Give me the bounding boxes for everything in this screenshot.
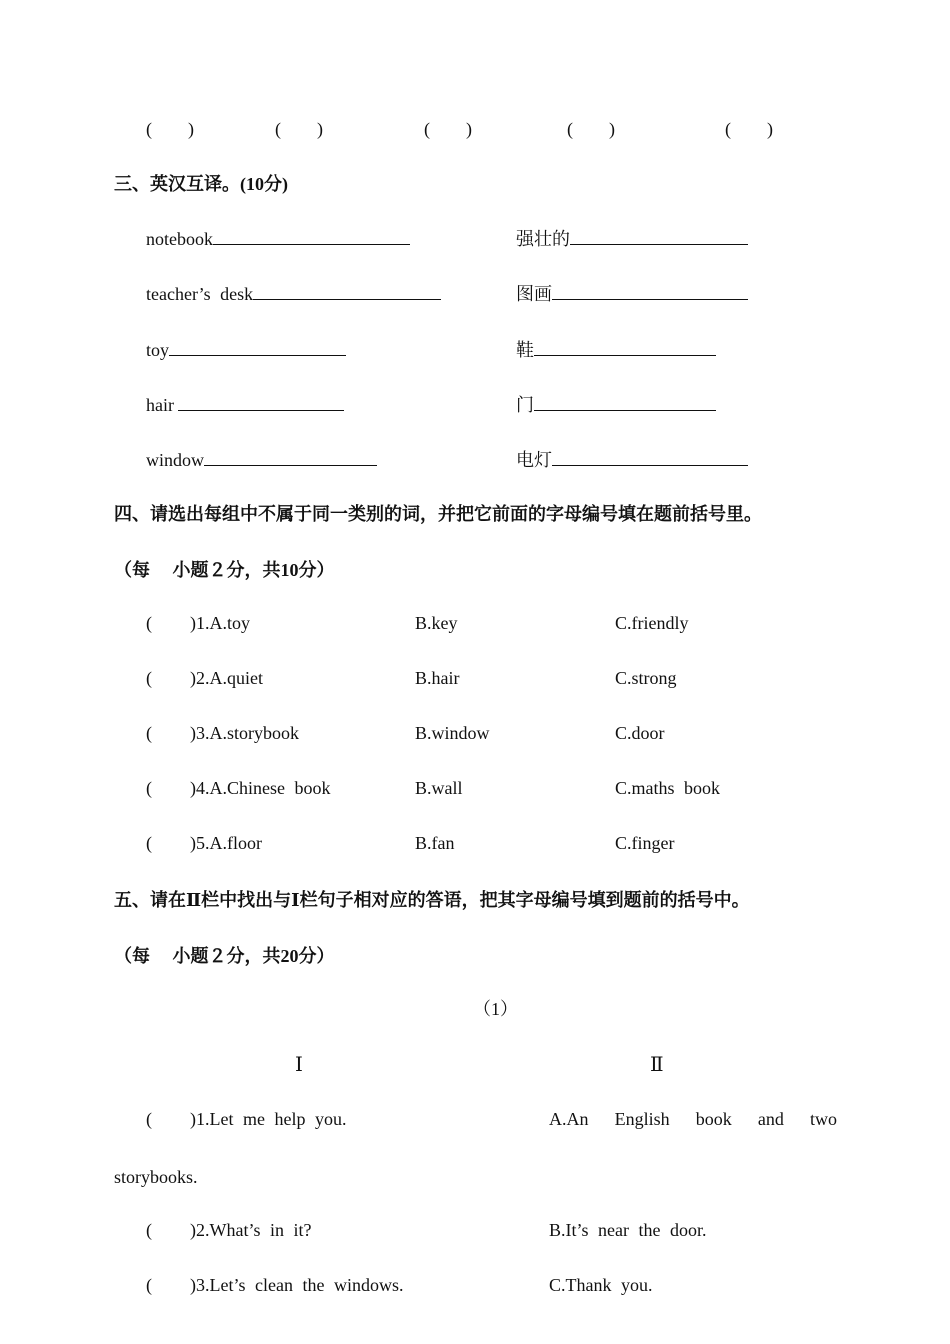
translation-word: teacher’s desk [146,284,254,304]
option-c: C.door [615,723,665,743]
answer-blank[interactable] [570,226,748,245]
option-b: B.wall [415,778,463,798]
option-b: B.window [415,723,490,743]
answer-blank[interactable] [204,447,377,466]
answer-item: B.It’s near the door. [549,1220,707,1240]
part-label: （1） [473,999,518,1019]
translation-word: toy [146,340,170,360]
answer-blank[interactable] [552,281,748,300]
answer-paren[interactable]: ( [146,613,188,633]
answer-blank[interactable] [178,392,344,411]
answer-item [549,1108,837,1130]
answer-paren[interactable]: ( [146,833,188,853]
option-c: C.finger [615,833,675,853]
option-b: B.hair [415,668,460,688]
answer-parens-1: ( ) [146,119,194,139]
option-c: C.maths book [615,778,721,798]
answer-word: English [614,1109,670,1129]
translation-item-right-1 [516,226,748,250]
translation-item-right-3 [516,337,716,361]
translation-word: hair [146,395,174,415]
option-a: )5.A.floor [190,833,262,853]
translation-item-left-1 [146,226,410,250]
translation-word: 门 [516,395,534,415]
answer-paren[interactable]: ( [146,723,188,743]
section4-title: 四、请选出每组中不属于同一类别的词，并把它前面的字母编号填在题前括号里。 [114,504,762,524]
answer-word: and [757,1109,784,1129]
answer-parens-2: ( ) [275,119,323,139]
answer-blank[interactable] [534,392,716,411]
question-item: )1.Let me help you. [190,1109,347,1129]
option-a: )2.A.quiet [190,668,263,688]
answer-blank[interactable] [169,337,346,356]
translation-item-right-5 [516,447,748,471]
answer-paren[interactable]: ( [146,1275,188,1295]
section3-title: 三、英汉互译。(10分) [114,174,288,194]
translation-item-left-5 [146,447,377,471]
option-a: )3.A.storybook [190,723,299,743]
answer-parens-3: ( ) [424,119,472,139]
translation-item-right-4 [516,392,716,416]
answer-item-continued: storybooks. [114,1167,198,1187]
answer-paren[interactable]: ( [146,1109,188,1129]
question-item: )2.What’s in it? [190,1220,312,1240]
answer-item: C.Thank you. [549,1275,653,1295]
section5-score: （每 小题２分，共20分） [114,946,335,966]
answer-blank[interactable] [552,447,748,466]
translation-item-left-3 [146,337,346,361]
translation-word: 鞋 [516,340,534,360]
translation-item-left-2 [146,281,441,305]
answer-paren[interactable]: ( [146,668,188,688]
option-b: B.key [415,613,458,633]
answer-paren[interactable]: ( [146,778,188,798]
translation-word: notebook [146,229,213,249]
answer-parens-5: ( ) [725,119,773,139]
answer-word: book [695,1109,732,1129]
answer-word: two [809,1109,837,1129]
section5-title: 五、请在Ⅱ栏中找出与Ⅰ栏句子相对应的答语，把其字母编号填到题前的括号中。 [114,890,750,910]
section4-score: （每 小题２分，共10分） [114,560,335,580]
translation-item-left-4 [146,392,344,416]
answer-parens-4: ( ) [567,119,615,139]
answer-paren[interactable]: ( [146,1220,188,1240]
translation-word: window [146,450,204,470]
translation-word: 图画 [516,284,552,304]
option-a: )4.A.Chinese book [190,778,331,798]
option-c: C.friendly [615,613,689,633]
option-b: B.fan [415,833,455,853]
question-item: )3.Let’s clean the windows. [190,1275,404,1295]
option-a: )1.A.toy [190,613,250,633]
translation-word: 强壮的 [516,229,570,249]
answer-blank[interactable] [253,281,441,300]
column-one-header: Ⅰ [295,1054,303,1076]
translation-word: 电灯 [516,450,552,470]
answer-word: A.An [549,1109,589,1129]
answer-blank[interactable] [534,337,716,356]
answer-blank[interactable] [213,226,410,245]
translation-item-right-2 [516,281,748,305]
column-two-header: Ⅱ [650,1054,664,1076]
option-c: C.strong [615,668,677,688]
